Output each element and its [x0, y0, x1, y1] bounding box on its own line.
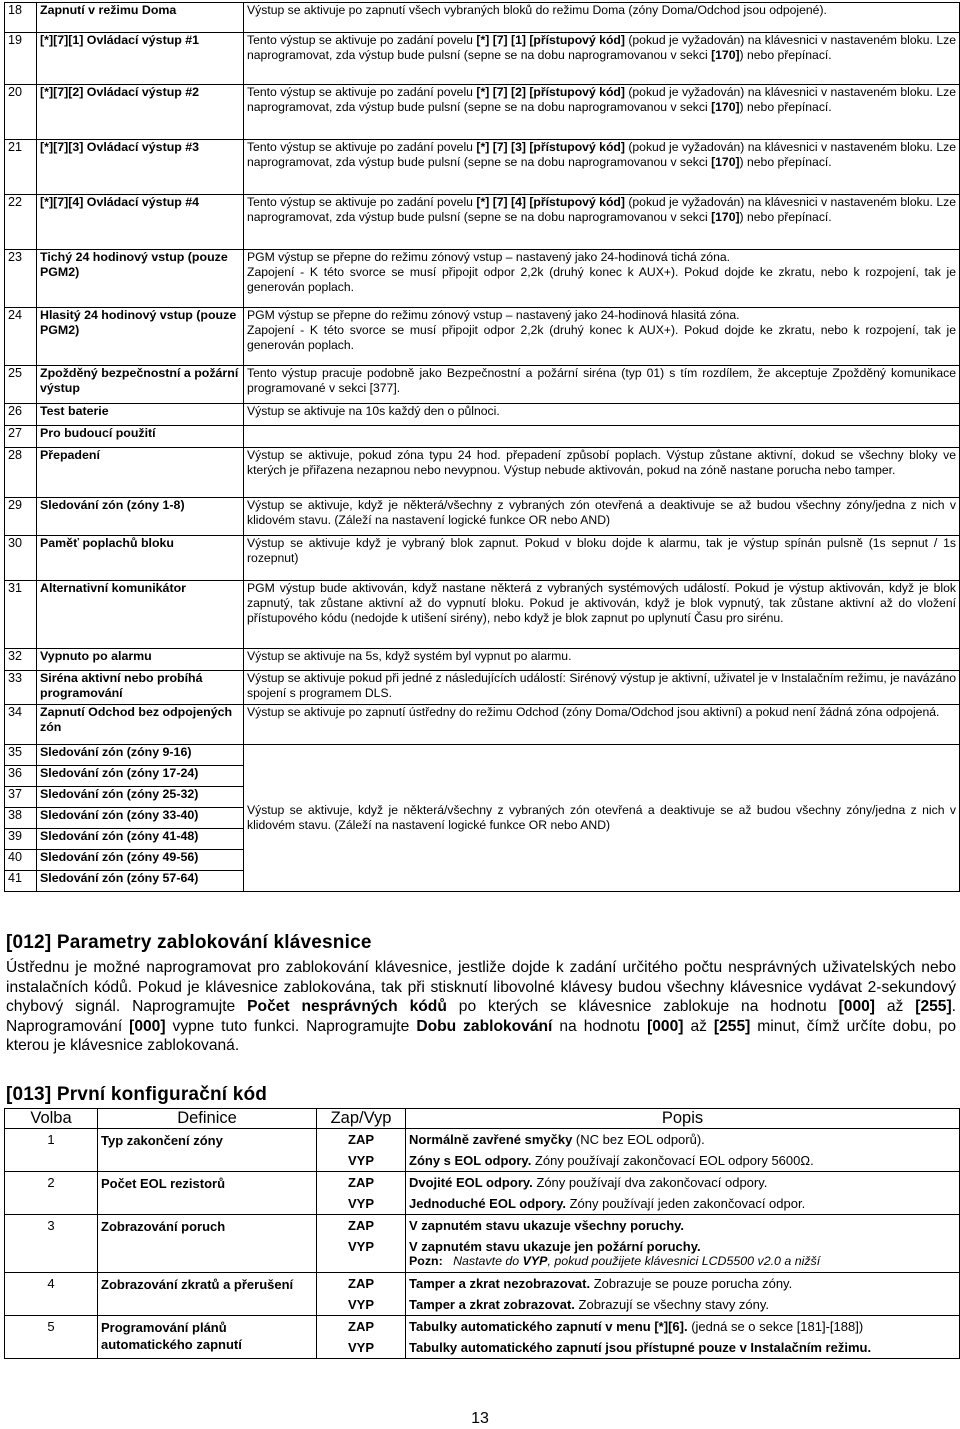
vyp-label: VYP — [347, 1153, 374, 1168]
pgm-row-number: 39 — [5, 829, 37, 850]
config-row-3 — [5, 1215, 960, 1273]
pgm-row-20 — [5, 85, 960, 140]
pgm-row-description: Výstup se aktivuje když je vybraný blok zapnut. Pokud v bloku dojde k alarmu, tak je výstup spínán pulsně (1s sepnut / 1s rozepnut) — [244, 536, 960, 581]
zap-description: Tabulky automatického zapnutí v menu [*][6]. (jedná se o sekce [181]-[188]) — [409, 1319, 864, 1334]
config-volba: 3 — [5, 1215, 98, 1273]
pgm-row-28 — [5, 448, 960, 498]
pgm-row-30 — [5, 536, 960, 581]
pgm-row-name: [*][7][3] Ovládací výstup #3 — [37, 140, 244, 195]
pgm-row-description: Tento výstup se aktivuje po zadání povelu [*] [7] [3] [přístupový kód] (pokud je vyžadován) na klávesnici v nastaveném bloku. Lze naprogramovat, zda výstup bude pulsní (sepne se na dobu naprogramovanou v sekci [170]) nebo přepínací. — [244, 140, 960, 195]
pgm-row-description: PGM výstup se přepne do režimu zónový vstup – nastavený jako 24-hodinová hlasitá zóna. Zapojení - K této svorce se musí připojit odpor 2,2k (druhý konec k AUX+). Pokud dojde ke zkratu, nebo k rozpojení, tak je generován poplach. — [244, 308, 960, 366]
pgm-row-19 — [5, 33, 960, 85]
pgm-row-number: 19 — [5, 33, 37, 85]
config-header-row — [5, 1109, 960, 1129]
vyp-label: VYP — [347, 1196, 374, 1211]
pgm-row-name: Paměť poplachů bloku — [37, 536, 244, 581]
pgm-group-description: Výstup se aktivuje, když je některá/všechny z vybraných zón otevřená a deaktivuje se až budou všechny zóny/jedna z nich v klidovém stavu. (Záleží na nastavení logické funkce OR nebo AND) — [244, 745, 960, 892]
pgm-row-name: Hlasitý 24 hodinový vstup (pouze PGM2) — [37, 308, 244, 366]
zap-description: V zapnutém stavu ukazuje všechny poruchy. — [409, 1218, 685, 1233]
config-definice: Programování plánů automatického zapnutí — [98, 1316, 317, 1359]
page-number: 13 — [471, 1410, 489, 1427]
config-volba: 4 — [5, 1273, 98, 1316]
vyp-description: Jednoduché EOL odpory. Zóny používají jeden zakončovací odpor. — [409, 1196, 806, 1211]
pgm-row-number: 32 — [5, 649, 37, 671]
config-popis — [406, 1172, 960, 1215]
header-zap-vyp: Zap/Vyp — [317, 1109, 406, 1129]
pgm-row-name: [*][7][1] Ovládací výstup #1 — [37, 33, 244, 85]
config-row-5 — [5, 1316, 960, 1359]
pgm-row-number: 25 — [5, 366, 37, 404]
pgm-row-27 — [5, 426, 960, 448]
pgm-row-number: 37 — [5, 787, 37, 808]
header-popis: Popis — [406, 1109, 960, 1129]
pgm-output-table — [4, 2, 960, 892]
pgm-row-number: 23 — [5, 250, 37, 308]
pgm-row-name: Zapnutí v režimu Doma — [37, 3, 244, 33]
config-definice: Zobrazování zkratů a přerušení — [98, 1273, 317, 1316]
pgm-row-number: 30 — [5, 536, 37, 581]
pgm-row-name: Sledování zón (zóny 33-40) — [37, 808, 244, 829]
pgm-row-name: [*][7][4] Ovládací výstup #4 — [37, 195, 244, 250]
pgm-row-26 — [5, 404, 960, 426]
pgm-row-name: Sledování zón (zóny 57-64) — [37, 871, 244, 892]
zap-description: Normálně zavřené smyčky (NC bez EOL odporů). — [409, 1132, 705, 1147]
pgm-row-number: 36 — [5, 766, 37, 787]
pgm-row-name: Sledování zón (zóny 49-56) — [37, 850, 244, 871]
config-volba: 5 — [5, 1316, 98, 1359]
pgm-row-number: 34 — [5, 705, 37, 745]
pgm-row-29 — [5, 498, 960, 536]
pgm-row-number: 27 — [5, 426, 37, 448]
pgm-row-description: Výstup se aktivuje pokud při jedné z následujících událostí: Sirénový výstup je aktivní, uživatel je v Instalačním režimu, je navázáno spojení s programem DLS. — [244, 671, 960, 705]
pgm-row-number: 24 — [5, 308, 37, 366]
pgm-row-description: Tento výstup se aktivuje po zadání povelu [*] [7] [4] [přístupový kód] (pokud je vyžadován) na klávesnici v nastaveném bloku. Lze naprogramovat, zda výstup bude pulsní (sepne se na dobu naprogramovanou v sekci [170]) nebo přepínací. — [244, 195, 960, 250]
zap-label: ZAP — [348, 1319, 374, 1334]
pgm-row-name: Sledování zón (zóny 9-16) — [37, 745, 244, 766]
vyp-label: VYP — [347, 1297, 374, 1312]
pgm-row-name: Siréna aktivní nebo probíhá programování — [37, 671, 244, 705]
vyp-description: V zapnutém stavu ukazuje jen požární poruchy. — [409, 1239, 701, 1254]
config-note: Pozn: Nastavte do VYP, pokud použijete klávesnici LCD5500 v2.0 a nižší — [409, 1254, 821, 1268]
config-definice: Typ zakončení zóny — [98, 1129, 317, 1172]
zap-description: Dvojité EOL odpory. Zóny používají dva zakončovací odpory. — [409, 1175, 768, 1190]
config-volba: 1 — [5, 1129, 98, 1172]
pgm-row-32 — [5, 649, 960, 671]
pgm-row-number: 38 — [5, 808, 37, 829]
pgm-row-number: 35 — [5, 745, 37, 766]
pgm-row-description: Tento výstup pracuje podobně jako Bezpečnostní a požární siréna (typ 01) s tím rozdílem, že akceptuje Zpožděný komunikace programované v sekci [377]. — [244, 366, 960, 404]
pgm-row-description: Tento výstup se aktivuje po zadání povelu [*] [7] [1] [přístupový kód] (pokud je vyžadován) na klávesnici v nastaveném bloku. Lze naprogramovat, zda výstup bude pulsní (sepne se na dobu naprogramovanou v sekci [170]) nebo přepínací. — [244, 33, 960, 85]
pgm-row-23 — [5, 250, 960, 308]
config-definice: Počet EOL rezistorů — [98, 1172, 317, 1215]
pgm-row-number: 40 — [5, 850, 37, 871]
pgm-row-31 — [5, 581, 960, 649]
pgm-row-name: Pro budoucí použití — [37, 426, 244, 448]
pgm-row-number: 28 — [5, 448, 37, 498]
pgm-row-number: 22 — [5, 195, 37, 250]
config-definice: Zobrazování poruch — [98, 1215, 317, 1273]
config-zap-vyp — [317, 1273, 406, 1316]
zap-label: ZAP — [348, 1218, 374, 1233]
pgm-row-name: Sledování zón (zóny 17-24) — [37, 766, 244, 787]
vyp-description: Tabulky automatického zapnutí jsou přístupné pouze v Instalačním režimu. — [409, 1340, 872, 1355]
config-row-1 — [5, 1129, 960, 1172]
pgm-row-description: Výstup se aktivuje na 10s každý den o půlnoci. — [244, 404, 960, 426]
config-popis — [406, 1273, 960, 1316]
pgm-row-number: 26 — [5, 404, 37, 426]
config-row-2 — [5, 1172, 960, 1215]
pgm-row-18 — [5, 3, 960, 33]
pgm-row-name: Sledování zón (zóny 1-8) — [37, 498, 244, 536]
zap-label: ZAP — [348, 1276, 374, 1291]
pgm-row-description: Tento výstup se aktivuje po zadání povelu [*] [7] [2] [přístupový kód] (pokud je vyžadován) na klávesnici v nastaveném bloku. Lze naprogramovat, zda výstup bude pulsní (sepne se na dobu naprogramovanou v sekci [170]) nebo přepínací. — [244, 85, 960, 140]
pgm-row-21 — [5, 140, 960, 195]
pgm-row-25 — [5, 366, 960, 404]
pgm-row-34 — [5, 705, 960, 745]
vyp-description: Zóny s EOL odpory. Zóny používají zakončovací EOL odpory 5600Ω. — [409, 1153, 814, 1168]
pgm-row-description: Výstup se aktivuje, pokud zóna typu 24 hod. přepadení způsobí poplach. Výstup zůstane aktivní, dokud se všechny bloky ve kterých je přiřazena nezapnou nebo nevypnou. Výstup nebude aktivován, pokud na zóně nastane porucha nebo tamper. — [244, 448, 960, 498]
pgm-row-number: 18 — [5, 3, 37, 33]
pgm-row-number: 31 — [5, 581, 37, 649]
pgm-row-33 — [5, 671, 960, 705]
config-zap-vyp — [317, 1316, 406, 1359]
pgm-row-description: Výstup se aktivuje po zapnutí všech vybraných bloků do režimu Doma (zóny Doma/Odchod jsou odpojené). — [244, 3, 960, 33]
config-zap-vyp — [317, 1129, 406, 1172]
section-012-title: [012] Parametry zablokování klávesnice — [6, 932, 372, 953]
pgm-row-number: 29 — [5, 498, 37, 536]
pgm-row-name: Zpožděný bezpečnostní a požární výstup — [37, 366, 244, 404]
config-popis — [406, 1215, 960, 1273]
pgm-row-22 — [5, 195, 960, 250]
pgm-row-number: 33 — [5, 671, 37, 705]
pgm-row-number: 41 — [5, 871, 37, 892]
vyp-label: VYP — [347, 1340, 374, 1355]
pgm-row-number: 20 — [5, 85, 37, 140]
pgm-row-name: Vypnuto po alarmu — [37, 649, 244, 671]
pgm-row-name: Sledování zón (zóny 41-48) — [37, 829, 244, 850]
config-zap-vyp — [317, 1215, 406, 1273]
vyp-label: VYP — [347, 1239, 374, 1254]
zap-label: ZAP — [348, 1132, 374, 1147]
pgm-row-number: 21 — [5, 140, 37, 195]
pgm-row-name: Alternativní komunikátor — [37, 581, 244, 649]
config-popis — [406, 1316, 960, 1359]
config-row-4 — [5, 1273, 960, 1316]
config-013-table — [4, 1108, 960, 1359]
config-zap-vyp — [317, 1172, 406, 1215]
pgm-row-35 — [5, 745, 960, 766]
vyp-description: Tamper a zkrat zobrazovat. Zobrazují se všechny stavy zóny. — [409, 1297, 770, 1312]
pgm-row-description: Výstup se aktivuje, když je některá/všechny z vybraných zón otevřená a deaktivuje se až budou všechny zóny/jedna z nich v klidovém stavu. (Záleží na nastavení logické funkce OR nebo AND) — [244, 498, 960, 536]
pgm-row-name: Test baterie — [37, 404, 244, 426]
pgm-row-name: Sledování zón (zóny 25-32) — [37, 787, 244, 808]
pgm-row-description: PGM výstup se přepne do režimu zónový vstup – nastavený jako 24-hodinová tichá zóna. Zapojení - K této svorce se musí připojit odpor 2,2k (druhý konec k AUX+). Pokud dojde ke zkratu, nebo k rozpojení, tak je generován poplach. — [244, 250, 960, 308]
pgm-row-24 — [5, 308, 960, 366]
section-012-paragraph: Ústřednu je možné naprogramovat pro zablokování klávesnice, jestliže dojde k zadání určitého počtu nesprávných uživatelských nebo instalačních kódů. Pokud je klávesnice zablokována, tak při stisknutí libovolné klávesy budou všechny klávesnice vydávat 2-sekundový chybový signál. Naprogramujte Počet nesprávných kódů po kterých se klávesnice zablokuje na hodnotu [000] až [255]. Naprogramování [000] vypne tuto funkci. Naprogramujte Dobu zablokování na hodnotu [000] až [255] minut, čímž určíte dobu, po kterou je klávesnice zablokovaná. — [6, 959, 957, 1055]
pgm-row-name: [*][7][2] Ovládací výstup #2 — [37, 85, 244, 140]
section-013-title: [013] První konfigurační kód — [6, 1084, 268, 1105]
config-popis — [406, 1129, 960, 1172]
pgm-row-description: Výstup se aktivuje po zapnutí ústředny do režimu Odchod (zóny Doma/Odchod jsou aktivní) a pokud není žádná zóna odpojená. — [244, 705, 960, 745]
config-volba: 2 — [5, 1172, 98, 1215]
pgm-row-name: Zapnutí Odchod bez odpojených zón — [37, 705, 244, 745]
header-volba: Volba — [5, 1109, 98, 1129]
pgm-row-description — [244, 426, 960, 448]
pgm-row-name: Tichý 24 hodinový vstup (pouze PGM2) — [37, 250, 244, 308]
zap-label: ZAP — [348, 1175, 374, 1190]
zap-description: Tamper a zkrat nezobrazovat. Zobrazuje se pouze porucha zóny. — [409, 1276, 793, 1291]
header-definice: Definice — [98, 1109, 317, 1129]
pgm-row-description: PGM výstup bude aktivován, když nastane některá z vybraných systémových událostí. Pokud je výstup aktivován, když je blok zapnutý, tak zůstane aktivní až do vypnutí bloku. Pokud je aktivován, když je blok vypnutý, tak zůstane aktivní až do vložení přístupového kódu (nedojde k utišení sirény), nebo když je blok zapnut po uplynutí Času pro sirénu. — [244, 581, 960, 649]
pgm-row-description: Výstup se aktivuje na 5s, když systém byl vypnut po alarmu. — [244, 649, 960, 671]
pgm-row-name: Přepadení — [37, 448, 244, 498]
